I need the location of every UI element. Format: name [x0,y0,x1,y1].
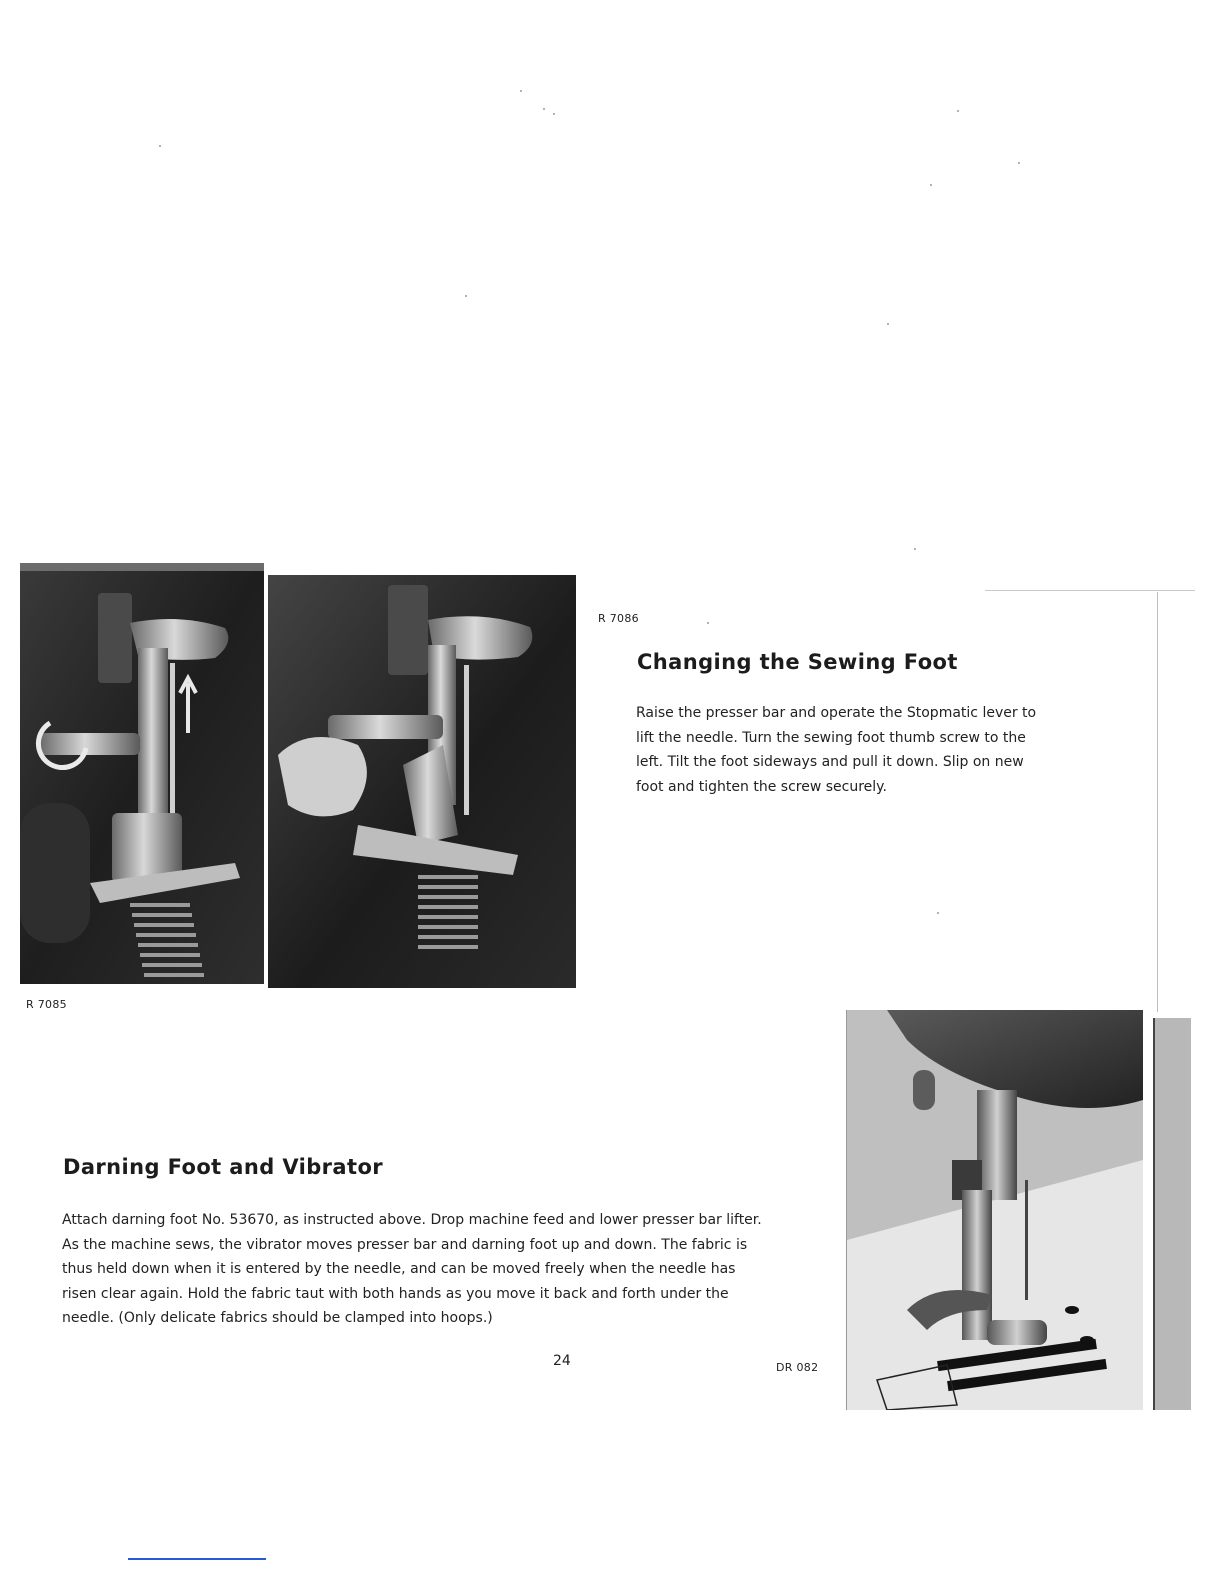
section-body-changing-foot: Raise the presser bar and operate the Stopmatic lever to lift the needle. Turn the sewing foot thumb screw to the left. Tilt the foot sideways and pull it down. Slip on new foot and tighten the screw securely. [636,705,1037,795]
figure-caption-r7086: R 7086 [598,612,639,625]
presser-foot-photo-icon [20,563,264,984]
section-heading-darning-foot: Darning Foot and Vibrator [63,1155,384,1179]
page-number: 24 [553,1353,571,1369]
section-body-darning-foot: Attach darning foot No. 53670, as instructed above. Drop machine feed and lower presser bar lifter. As the machine sews, the vibrator moves presser bar and darning foot up and down. The fabric is thus held down when it is entered by the needle, and can be moved freely when the needle has risen clear again. Hold the fabric taut with both hands as you move it back and forth under the needle. (Only delicate fabrics should be clamped into hoops.) [62,1212,762,1326]
figure-caption-dr082: DR 082 [776,1361,819,1374]
darning-foot-photo [846,1010,1143,1410]
presser-foot-photo-right [268,575,576,988]
footer-rule [128,1558,266,1560]
presser-foot-photo-icon [268,575,576,988]
adjacent-page-sliver [1153,1018,1191,1410]
section-heading-changing-foot: Changing the Sewing Foot [637,650,958,674]
needle-photo-icon [847,1010,1143,1410]
page-edge-rule [1157,592,1158,1012]
page-edge-rule-top [985,590,1195,591]
presser-foot-photo-left [20,563,264,984]
figure-caption-r7085: R 7085 [26,998,67,1011]
